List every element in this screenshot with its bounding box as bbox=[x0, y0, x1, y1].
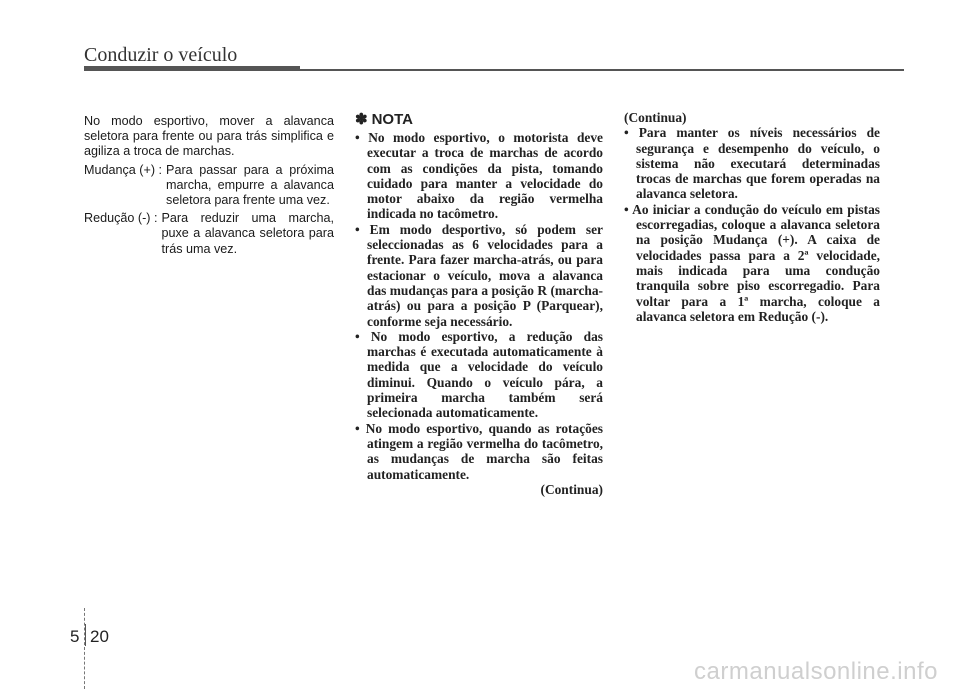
header-title: Conduzir o veículo bbox=[84, 44, 238, 66]
note-bullet: • No modo esportivo, o motorista deve executar a troca de marchas de acordo com as condições da pista, tomando cuidado para manter a velocidade do motor abaixo da região vermelha indicada no tacômetro. bbox=[355, 130, 603, 222]
definition-upshift bbox=[84, 163, 334, 209]
page-number: 20 bbox=[90, 627, 109, 646]
continued-label: (Continua) bbox=[540, 481, 603, 497]
asterisk-icon: ✽ bbox=[355, 111, 368, 128]
note-bullet: • No modo esportivo, a redução das marchas é executada automaticamente à medida que a velocidade do veículo diminui. Quando o veículo pára, a primeira marcha também será selecionada automaticamente. bbox=[355, 328, 603, 421]
definition-term: Redução (-) : bbox=[84, 211, 158, 226]
note-column bbox=[355, 130, 603, 497]
note-bullet: • No modo esportivo, quando as rotações atingem a região vermelha do tacômetro, as mudanças de marcha são feitas automaticamente. bbox=[355, 420, 603, 482]
column-1 bbox=[84, 114, 334, 260]
continued-label: (Continua) bbox=[624, 110, 687, 125]
chapter-number: 5 bbox=[70, 627, 80, 646]
intro-paragraph: No modo esportivo, mover a alavanca seletora para frente ou para trás simplifica e agiliza a troca de marchas. bbox=[84, 114, 334, 159]
note-title: NOTA bbox=[371, 111, 413, 128]
note-bullet: • Em modo desportivo, só podem ser seleccionadas as 6 velocidades para a frente. Para fazer marcha-atrás, ou para estacionar o veículo, mova a alavanca das mudanças para a posição R (marcha-atrás) ou para a posição P (Parquear), conforme seja necessário. bbox=[355, 221, 603, 329]
definition-term: Mudança (+) : bbox=[84, 162, 163, 177]
note-continuation-column bbox=[624, 110, 880, 324]
definition-desc: Para passar para a próxima marcha, empurre a alavanca seletora para frente uma vez. bbox=[166, 162, 334, 208]
note-heading bbox=[355, 110, 413, 128]
note-bullet: • Ao iniciar a condução do veículo em pistas escorregadias, coloque a alavanca seletora na posição Mudança (+). A caixa de velocidades passa para a 2ª velocidade, mais indicada para uma condução tranquila sobre piso escorregadio. Para voltar para a 1ª marcha, coloque a alavanca seletora em Redução (-). bbox=[624, 201, 880, 324]
footer-guide-line bbox=[84, 608, 86, 689]
header-rule bbox=[300, 69, 904, 71]
watermark: carmanualsonline.info bbox=[694, 658, 938, 685]
page-number-divider bbox=[85, 624, 86, 646]
note-bullet: • Para manter os níveis necessários de segurança e desempenho do veículo, o sistema não executará determinadas trocas de marchas que forem operadas na alavanca seletora. bbox=[624, 125, 880, 202]
definition-desc: Para reduzir uma marcha, puxe a alavanca seletora para trás uma vez. bbox=[161, 211, 334, 256]
header-bar bbox=[84, 66, 300, 71]
definition-downshift bbox=[84, 211, 334, 257]
